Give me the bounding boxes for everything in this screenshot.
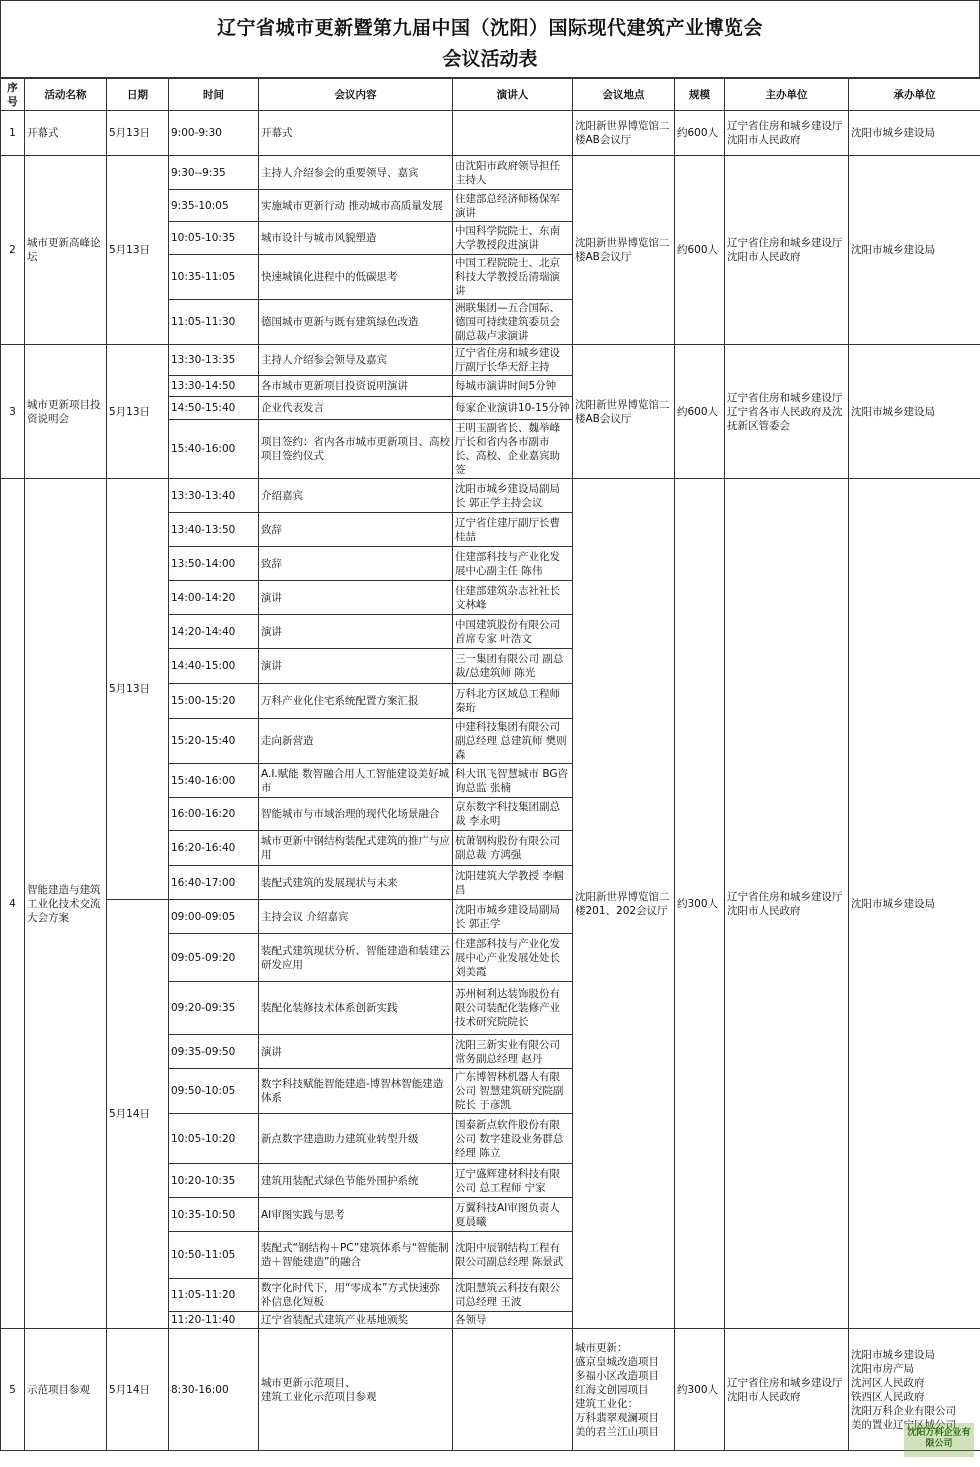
cell-content: 项目签约：省内各市城市更新项目、高校项目签约仪式 <box>259 420 453 479</box>
cell-content: 装配式建筑现状分析、智能建造和装建云研发应用 <box>259 934 453 982</box>
cell-time: 13:30-13:35 <box>169 345 259 376</box>
cell-content: 数字科技赋能智能建造-博智林智能建造体系 <box>259 1069 453 1114</box>
cell-speaker: 由沈阳市政府领导担任主持人 <box>453 156 573 190</box>
cell-content: 主持人介绍参会领导及嘉宾 <box>259 345 453 376</box>
cell-time: 16:20-16:40 <box>169 831 259 866</box>
cell-content: 走向新营造 <box>259 719 453 764</box>
cell-content: 城市更新中钢结构装配式建筑的推广与应用 <box>259 831 453 866</box>
cell-content: 实施城市更新行动 推动城市高质量发展 <box>259 190 453 222</box>
watermark-logo <box>904 1423 974 1457</box>
cell-date: 5月13日 <box>107 111 169 156</box>
cell-time: 15:20-15:40 <box>169 719 259 764</box>
cell-content: 德国城市更新与既有建筑绿色改造 <box>259 300 453 345</box>
cell-content: 演讲 <box>259 1035 453 1069</box>
cell-time: 16:40-17:00 <box>169 866 259 900</box>
cell-speaker: 中国工程院院士、北京科技大学教授岳清瑞演讲 <box>453 255 573 300</box>
cell-content: 各市城市更新项目投资说明演讲 <box>259 376 453 397</box>
page-title: 辽宁省城市更新暨第九届中国（沈阳）国际现代建筑产业博览会 <box>216 17 763 39</box>
cell-content: 数字化时代下，用“零成本”方式快速弥补信息化短板 <box>259 1279 453 1312</box>
cell-content: 演讲 <box>259 649 453 684</box>
cell-speaker: 各领导 <box>453 1312 573 1329</box>
cell-host: 辽宁省住房和城乡建设厅 沈阳市人民政府 <box>725 479 849 1329</box>
cell-host: 辽宁省住房和城乡建设厅 辽宁省各市人民政府及沈抚新区管委会 <box>725 345 849 479</box>
cell-speaker: 住建部科技与产业化发展中心副主任 陈伟 <box>453 547 573 581</box>
cell-content: 城市设计与城市风貌塑造 <box>259 222 453 255</box>
cell-content: 演讲 <box>259 615 453 649</box>
cell-scale: 约300人 <box>675 479 725 1329</box>
cell-time: 10:50-11:05 <box>169 1232 259 1279</box>
cell-content: 开幕式 <box>259 111 453 156</box>
cell-time: 11:20-11:40 <box>169 1312 259 1329</box>
cell-speaker: 中国建筑股份有限公司首席专家 叶浩文 <box>453 615 573 649</box>
cell-venue: 沈阳新世界博览馆二楼201、202会议厅 <box>573 479 675 1329</box>
cell-organizer: 沈阳市城乡建设局 <box>849 156 980 345</box>
cell-speaker: 沈阳建筑大学教授 李帼昌 <box>453 866 573 900</box>
cell-venue: 沈阳新世界博览馆二楼AB会议厅 <box>573 111 675 156</box>
col-header: 主办单位 <box>725 79 849 111</box>
cell-no: 5 <box>1 1329 25 1451</box>
cell-time: 9:00-9:30 <box>169 111 259 156</box>
cell-time: 10:35-11:05 <box>169 255 259 300</box>
cell-time: 09:20-09:35 <box>169 982 259 1035</box>
cell-time: 9:35-10:05 <box>169 190 259 222</box>
table-row <box>1 156 980 190</box>
cell-content: 快速城镇化进程中的低碳思考 <box>259 255 453 300</box>
cell-time: 09:05-09:20 <box>169 934 259 982</box>
cell-content: 主持会议 介绍嘉宾 <box>259 900 453 934</box>
cell-organizer: 沈阳市城乡建设局 <box>849 479 980 1329</box>
cell-no: 2 <box>1 156 25 345</box>
col-header: 时间 <box>169 79 259 111</box>
schedule-table <box>0 78 980 1451</box>
cell-speaker: 京东数字科技集团副总裁 李永明 <box>453 798 573 831</box>
col-header: 序号 <box>1 79 25 111</box>
cell-speaker: 沈阳三新实业有限公司常务副总经理 赵丹 <box>453 1035 573 1069</box>
cell-activity-name: 城市更新项目投资说明会 <box>25 345 107 479</box>
cell-time: 15:40-16:00 <box>169 420 259 479</box>
cell-speaker: 苏州柯利达装饰股份有限公司装配化装修产业技术研究院院长 <box>453 982 573 1035</box>
table-row <box>1 1329 980 1451</box>
cell-time: 14:40-15:00 <box>169 649 259 684</box>
title-block <box>0 0 980 78</box>
cell-speaker: 辽宁省住建厅副厅长曹桂喆 <box>453 513 573 547</box>
col-header: 会议地点 <box>573 79 675 111</box>
cell-speaker: 万科北方区域总工程师 秦珩 <box>453 684 573 719</box>
cell-venue: 沈阳新世界博览馆二楼AB会议厅 <box>573 156 675 345</box>
cell-speaker: 万翼科技AI审图负责人 夏晨曦 <box>453 1198 573 1232</box>
cell-organizer: 沈阳市城乡建设局 沈阳市房产局 沈河区人民政府 铁西区人民政府 沈阳万科企业有限公司 美的置业辽宁区域公司 <box>849 1329 980 1451</box>
cell-date: 5月13日 <box>107 156 169 345</box>
cell-speaker: 沈阳市城乡建设局副局长 郭正学 <box>453 900 573 934</box>
cell-content: 致辞 <box>259 513 453 547</box>
cell-scale: 约600人 <box>675 111 725 156</box>
cell-speaker <box>453 111 573 156</box>
cell-speaker: 住建部建筑杂志社社长 文林峰 <box>453 581 573 615</box>
cell-organizer: 沈阳市城乡建设局 <box>849 111 980 156</box>
cell-time: 13:30-14:50 <box>169 376 259 397</box>
cell-speaker: 中国科学院院士、东南大学教授段进演讲 <box>453 222 573 255</box>
cell-content: 辽宁省装配式建筑产业基地颁奖 <box>259 1312 453 1329</box>
cell-no: 3 <box>1 345 25 479</box>
cell-content: 城市更新示范项目、 建筑工业化示范项目参观 <box>259 1329 453 1451</box>
cell-time: 16:00-16:20 <box>169 798 259 831</box>
cell-activity-name: 开幕式 <box>25 111 107 156</box>
cell-host: 辽宁省住房和城乡建设厅 沈阳市人民政府 <box>725 156 849 345</box>
cell-date: 5月13日 <box>107 479 169 900</box>
cell-content: 演讲 <box>259 581 453 615</box>
cell-content: 建筑用装配式绿色节能外围护系统 <box>259 1164 453 1198</box>
cell-speaker: 中建科技集团有限公司副总经理 总建筑师 樊则森 <box>453 719 573 764</box>
cell-speaker: 沈阳市城乡建设局副局长 郭正学主持会议 <box>453 479 573 513</box>
cell-content: AI审图实践与思考 <box>259 1198 453 1232</box>
cell-speaker: 住建部总经济师杨保军演讲 <box>453 190 573 222</box>
cell-time: 10:05-10:35 <box>169 222 259 255</box>
cell-content: A.I.赋能 数智融合用人工智能建设美好城市 <box>259 764 453 798</box>
cell-time: 13:30-13:40 <box>169 479 259 513</box>
cell-time: 09:35-09:50 <box>169 1035 259 1069</box>
cell-content: 致辞 <box>259 547 453 581</box>
cell-venue: 沈阳新世界博览馆二楼AB会议厅 <box>573 345 675 479</box>
cell-content: 装配式“钢结构＋PC”建筑体系与“智能制造＋智能建造”的融合 <box>259 1232 453 1279</box>
cell-time: 10:20-10:35 <box>169 1164 259 1198</box>
col-header: 规模 <box>675 79 725 111</box>
cell-activity-name: 示范项目参观 <box>25 1329 107 1451</box>
cell-scale: 约600人 <box>675 156 725 345</box>
cell-date: 5月14日 <box>107 1329 169 1451</box>
cell-activity-name: 城市更新高峰论坛 <box>25 156 107 345</box>
col-header: 会议内容 <box>259 79 453 111</box>
cell-speaker: 辽宁省住房和城乡建设厅副厅长华天舒主持 <box>453 345 573 376</box>
cell-time: 10:05-10:20 <box>169 1114 259 1164</box>
cell-speaker: 每家企业演讲10-15分钟 <box>453 397 573 420</box>
table-row <box>1 345 980 376</box>
cell-speaker: 王明玉副省长、魏举峰厅长和省内各市副市长、高校、企业嘉宾助签 <box>453 420 573 479</box>
col-header: 活动名称 <box>25 79 107 111</box>
cell-time: 14:00-14:20 <box>169 581 259 615</box>
cell-time: 10:35-10:50 <box>169 1198 259 1232</box>
cell-time: 9:30--9:35 <box>169 156 259 190</box>
cell-time: 11:05-11:20 <box>169 1279 259 1312</box>
cell-speaker: 三一集团有限公司 副总裁/总建筑师 陈光 <box>453 649 573 684</box>
col-header: 承办单位 <box>849 79 980 111</box>
cell-host: 辽宁省住房和城乡建设厅 沈阳市人民政府 <box>725 111 849 156</box>
table-row <box>1 111 980 156</box>
cell-speaker: 科大讯飞智慧城市 BG咨询总监 张楠 <box>453 764 573 798</box>
cell-speaker: 广东博智林机器人有限公司 智慧建筑研究院副院长 于彦凯 <box>453 1069 573 1114</box>
cell-date: 5月13日 <box>107 345 169 479</box>
cell-speaker: 沈阳慧筑云科技有限公司总经理 王波 <box>453 1279 573 1312</box>
watermark-text: 沈阳万科企业有限公司 <box>907 1428 971 1449</box>
cell-time: 13:50-14:00 <box>169 547 259 581</box>
cell-scale: 约600人 <box>675 345 725 479</box>
cell-content: 智能城市与市域治理的现代化场景融合 <box>259 798 453 831</box>
cell-venue: 城市更新： 盛京皇城改造项目 多福小区改造项目 红海文创园项目 建筑工业化： 万科翡翠观澜项目 美的君兰江山项目 <box>573 1329 675 1451</box>
cell-content: 介绍嘉宾 <box>259 479 453 513</box>
cell-no: 4 <box>1 479 25 1329</box>
cell-content: 企业代表发言 <box>259 397 453 420</box>
cell-content: 装配式建筑的发展现状与未来 <box>259 866 453 900</box>
cell-no: 1 <box>1 111 25 156</box>
cell-speaker: 杭萧钢构股份有限公司副总裁 方鸿强 <box>453 831 573 866</box>
table-header-row <box>1 79 980 111</box>
cell-activity-name: 智能建造与建筑工业化技术交流大会方案 <box>25 479 107 1329</box>
cell-speaker: 洲联集团—五合国际、德国可持续建筑委员会副总裁卢求演讲 <box>453 300 573 345</box>
cell-speaker: 住建部科技与产业化发展中心产业发展处处长刘美霞 <box>453 934 573 982</box>
cell-time: 8:30-16:00 <box>169 1329 259 1451</box>
cell-time: 11:05-11:30 <box>169 300 259 345</box>
cell-content: 主持人介绍参会的重要领导、嘉宾 <box>259 156 453 190</box>
cell-date: 5月14日 <box>107 900 169 1329</box>
cell-organizer: 沈阳市城乡建设局 <box>849 345 980 479</box>
cell-time: 13:40-13:50 <box>169 513 259 547</box>
cell-speaker <box>453 1329 573 1451</box>
cell-speaker: 每城市演讲时间5分钟 <box>453 376 573 397</box>
cell-time: 15:40-16:00 <box>169 764 259 798</box>
cell-scale: 约300人 <box>675 1329 725 1451</box>
cell-time: 09:50-10:05 <box>169 1069 259 1114</box>
cell-time: 15:00-15:20 <box>169 684 259 719</box>
cell-host: 辽宁省住房和城乡建设厅 沈阳市人民政府 <box>725 1329 849 1451</box>
cell-time: 09:00-09:05 <box>169 900 259 934</box>
cell-content: 新点数字建造助力建筑业转型升级 <box>259 1114 453 1164</box>
col-header: 日期 <box>107 79 169 111</box>
cell-speaker: 国泰新点软件股份有限公司 数字建设业务群总经理 陈立 <box>453 1114 573 1164</box>
table-row <box>1 479 980 513</box>
col-header: 演讲人 <box>453 79 573 111</box>
cell-speaker: 辽宁盛辉建材科技有限公司 总工程师 宁家 <box>453 1164 573 1198</box>
page-subtitle: 会议活动表 <box>442 48 538 70</box>
cell-content: 万科产业化住宅系统配置方案汇报 <box>259 684 453 719</box>
cell-time: 14:20-14:40 <box>169 615 259 649</box>
cell-content: 装配化装修技术体系创新实践 <box>259 982 453 1035</box>
cell-speaker: 沈阳中辰钢结构工程有限公司副总经理 陈景武 <box>453 1232 573 1279</box>
cell-time: 14:50-15:40 <box>169 397 259 420</box>
